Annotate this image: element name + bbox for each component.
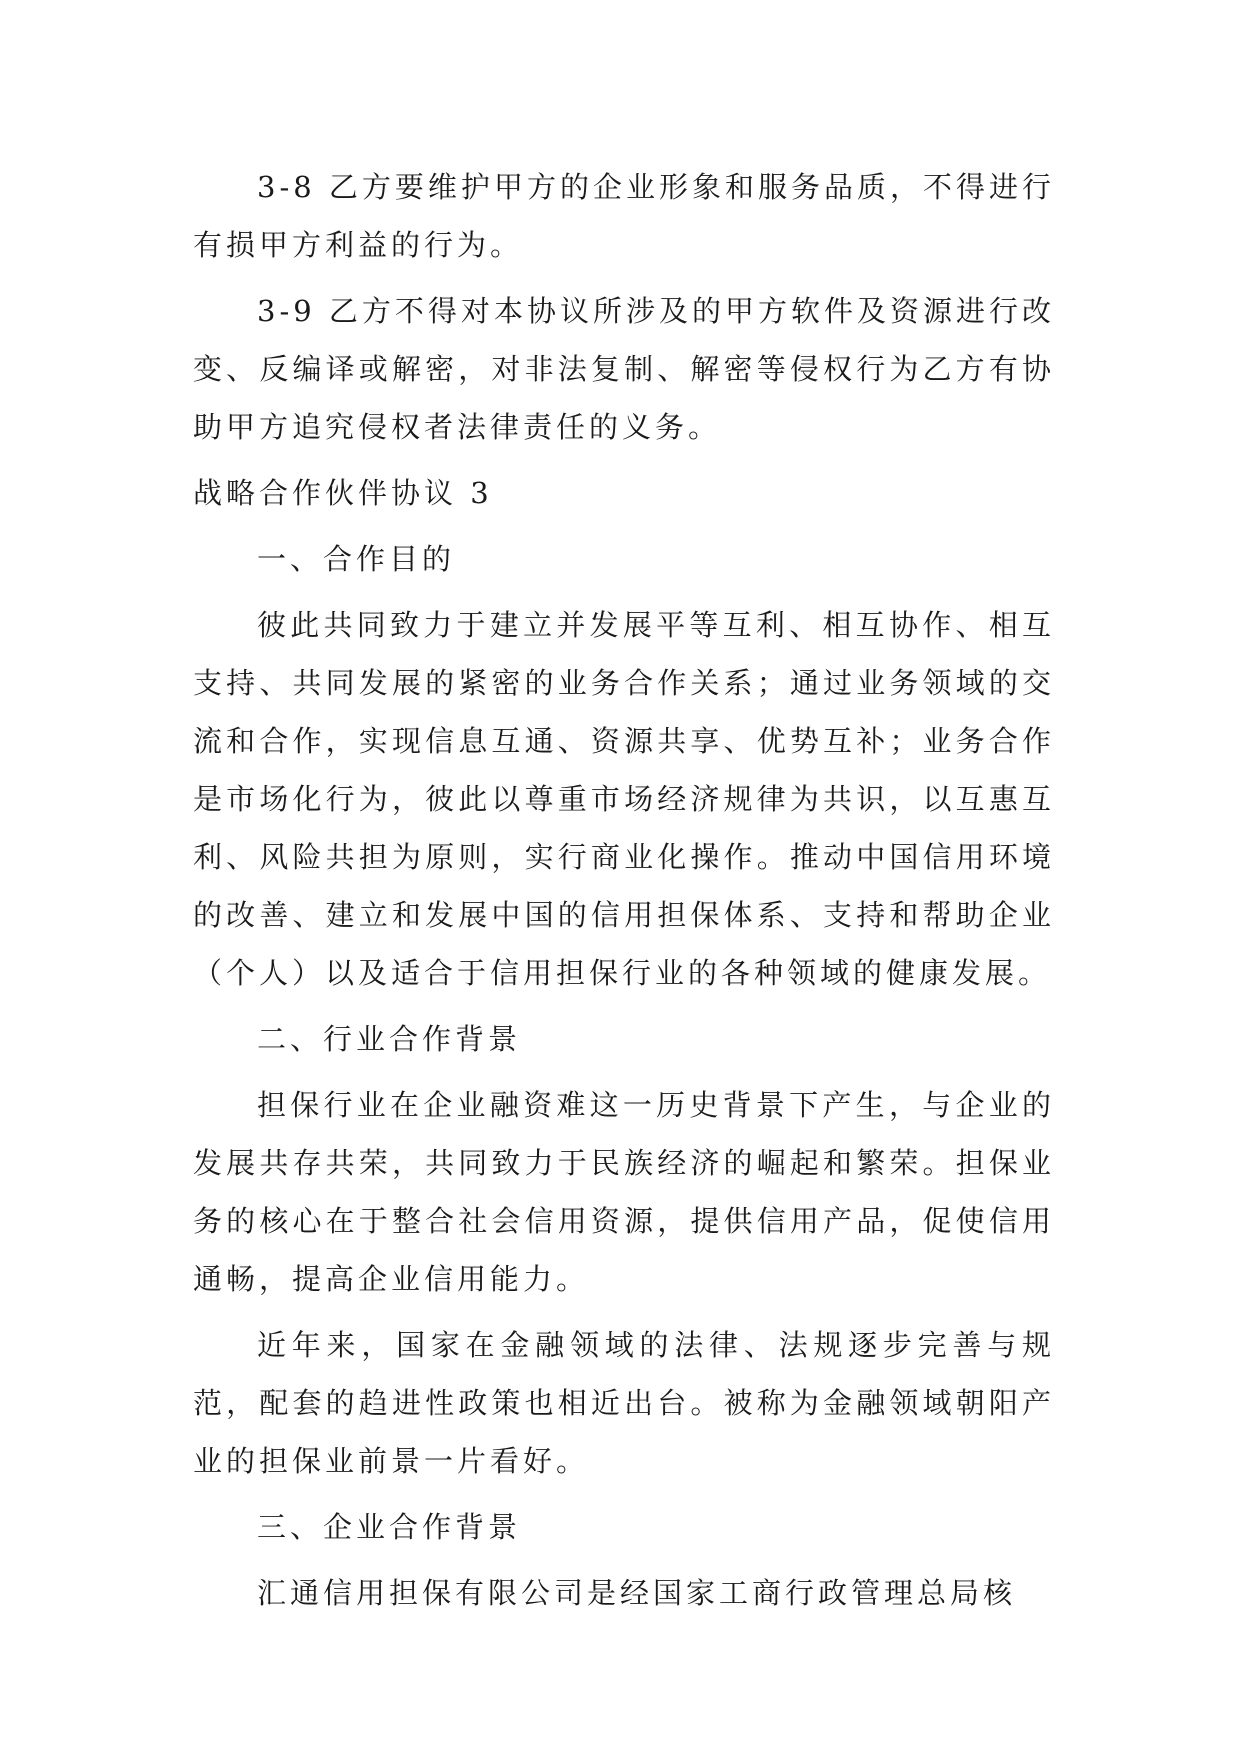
clause-3-9: 3-9 乙方不得对本协议所涉及的甲方软件及资源进行改变、反编译或解密，对非法复制、解密等侵权行为乙方有协助甲方追究侵权者法律责任的义务。 (193, 294, 1055, 444)
agreement-title: 战略合作伙伴协议 3 (193, 476, 493, 510)
section-3-heading: 三、企业合作背景 (257, 1510, 522, 1544)
section-2-body-2: 近年来，国家在金融领域的法律、法规逐步完善与规范，配套的趋进性政策也相近出台。被称为金融领域朝阳产业的担保业前景一片看好。 (193, 1328, 1055, 1478)
section-3-body: 汇通信用担保有限公司是经国家工商行政管理总局核 (257, 1576, 1017, 1610)
clause-3-8: 3-8 乙方要维护甲方的企业形象和服务品质，不得进行有损甲方利益的行为。 (193, 170, 1055, 262)
section-2-heading: 二、行业合作背景 (257, 1022, 522, 1056)
section-2-body-1: 担保行业在企业融资难这一历史背景下产生，与企业的发展共存共荣，共同致力于民族经济的崛起和繁荣。担保业务的核心在于整合社会信用资源，提供信用产品，促使信用通畅，提高企业信用能力。 (193, 1088, 1055, 1296)
section-1-heading: 一、合作目的 (257, 542, 456, 576)
document-body (193, 158, 1055, 1630)
section-1-body: 彼此共同致力于建立并发展平等互利、相互协作、相互支持、共同发展的紧密的业务合作关系；通过业务领域的交流和合作，实现信息互通、资源共享、优势互补；业务合作是市场化行为，彼此以尊重市场经济规律为共识，以互惠互利、风险共担为原则，实行商业化操作。推动中国信用环境的改善、建立和发展中国的信用担保体系、支持和帮助企业（个人）以及适合于信用担保行业的各种领域的健康发展。 (193, 608, 1055, 990)
